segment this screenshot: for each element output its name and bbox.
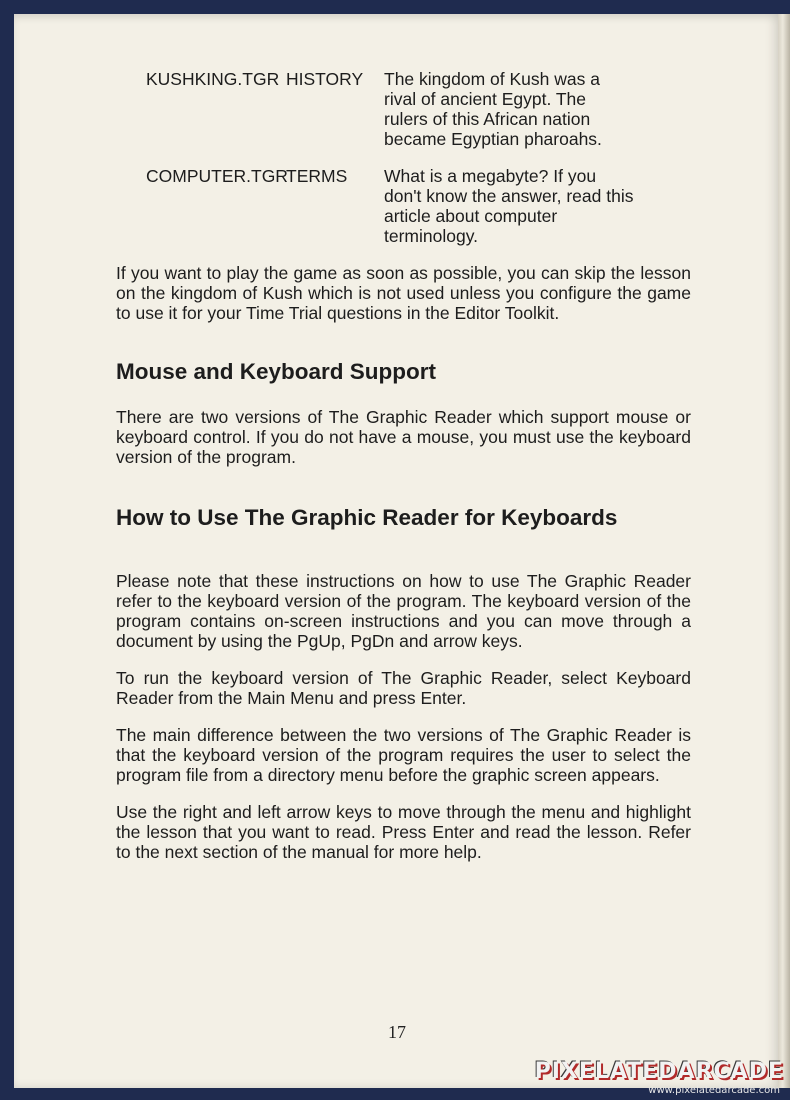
keyboard-paragraph-3: The main difference between the two versions of The Graphic Reader is that the keyboard version of the program requires the user to select the program file from a directory menu before the graphic screen appears.: [116, 725, 691, 785]
intro-paragraph: If you want to play the game as soon as possible, you can skip the lesson on the kingdom of Kush which is not used unless you configure the game to use it for your Time Trial questions in the Editor Toolkit.: [116, 263, 691, 323]
mouse-keyboard-paragraph: There are two versions of The Graphic Reader which support mouse or keyboard control. If you do not have a mouse, you must use the keyboard version of the program.: [116, 407, 691, 467]
manual-page: [14, 14, 780, 1088]
keyboard-paragraph-1: Please note that these instructions on how to use The Graphic Reader refer to the keyboard version of the program. The keyboard version of the program contains on-screen instructions and you can move through a document by using the PgUp, PgDn and arrow keys.: [116, 571, 691, 651]
keyboard-paragraph-4: Use the right and left arrow keys to move through the menu and highlight the lesson that you want to read. Press Enter and read the lesson. Refer to the next section of the manual for more help.: [116, 802, 691, 862]
file-entry-computer: [116, 166, 691, 246]
file-category: HISTORY: [286, 69, 364, 89]
file-category: TERMS: [286, 166, 348, 186]
file-entry-kushking: [116, 69, 691, 149]
keyboard-paragraph-2: To run the keyboard version of The Graphic Reader, select Keyboard Reader from the Main Menu and press Enter.: [116, 668, 691, 708]
page-edge: [778, 14, 790, 1088]
page-number: 17: [388, 1022, 406, 1042]
mouse-keyboard-heading: Mouse and Keyboard Support: [116, 359, 437, 384]
page-content: [116, 69, 691, 879]
watermark-url: www.pixelatedarcade.com: [648, 1085, 780, 1096]
file-description: What is a megabyte? If you don't know the answer, read this article about computer terminology.: [384, 166, 634, 246]
file-name: COMPUTER.TGR: [146, 166, 288, 186]
keyboard-usage-heading: How to Use The Graphic Reader for Keyboards: [116, 505, 618, 530]
watermark-logo: PIXELATEDARCADE: [534, 1059, 784, 1084]
file-description: The kingdom of Kush was a rival of ancient Egypt. The rulers of this African nation became Egyptian pharoahs.: [384, 69, 602, 149]
file-name: KUSHKING.TGR: [146, 69, 280, 89]
